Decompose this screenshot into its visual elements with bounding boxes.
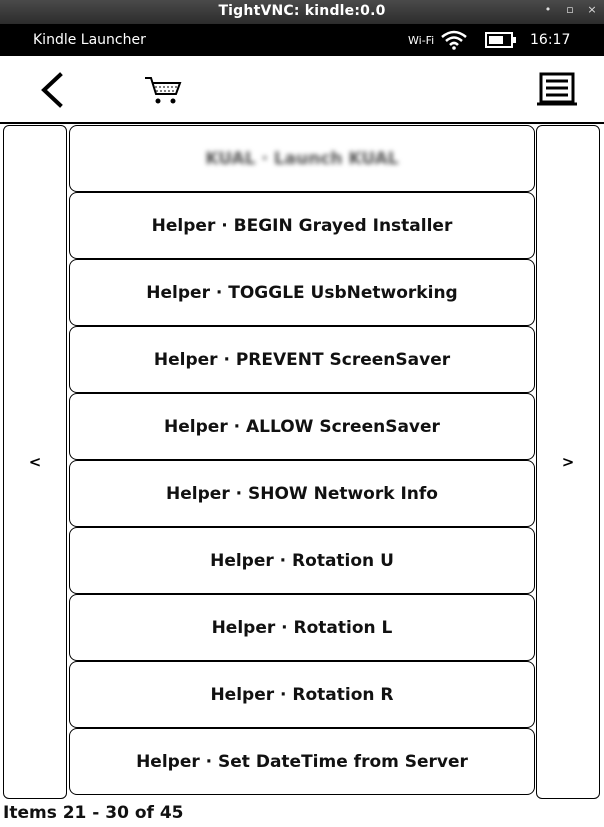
maximize-button[interactable]: ▫ [566, 3, 574, 16]
list-item[interactable]: Helper · TOGGLE UsbNetworking [69, 259, 535, 326]
close-button[interactable]: × [587, 3, 597, 16]
kindle-status-bar [0, 24, 604, 56]
list-item[interactable]: Helper · ALLOW ScreenSaver [69, 393, 535, 460]
page-range-indicator: Items 21 - 30 of 45 [3, 803, 184, 823]
vnc-window-title: TightVNC: kindle:0.0 [218, 3, 386, 19]
battery-icon [485, 32, 517, 48]
app-title: Kindle Launcher [33, 32, 146, 48]
minimize-button[interactable]: • [544, 3, 552, 16]
shopping-cart-icon[interactable] [143, 74, 183, 106]
list-item[interactable]: Helper · Rotation U [69, 527, 535, 594]
list-item[interactable]: Helper · Rotation R [69, 661, 535, 728]
next-page-button[interactable]: > [536, 125, 600, 799]
vnc-title-bar [0, 0, 604, 24]
wifi-icon [441, 30, 467, 50]
clock: 16:17 [530, 32, 571, 48]
list-item[interactable]: Helper · Rotation L [69, 594, 535, 661]
app-toolbar [0, 56, 604, 124]
wifi-label: Wi-Fi [408, 34, 435, 47]
menu-list-icon[interactable] [536, 72, 578, 106]
list-item[interactable]: Helper · SHOW Network Info [69, 460, 535, 527]
list-item[interactable]: Helper · BEGIN Grayed Installer [69, 192, 535, 259]
window-controls [542, 3, 598, 16]
previous-page-button[interactable]: < [3, 125, 67, 799]
list-item[interactable]: KUAL · Launch KUAL [69, 125, 535, 192]
list-item[interactable]: Helper · Set DateTime from Server [69, 728, 535, 795]
back-arrow-icon[interactable] [36, 72, 68, 108]
list-item[interactable]: Helper · PREVENT ScreenSaver [69, 326, 535, 393]
